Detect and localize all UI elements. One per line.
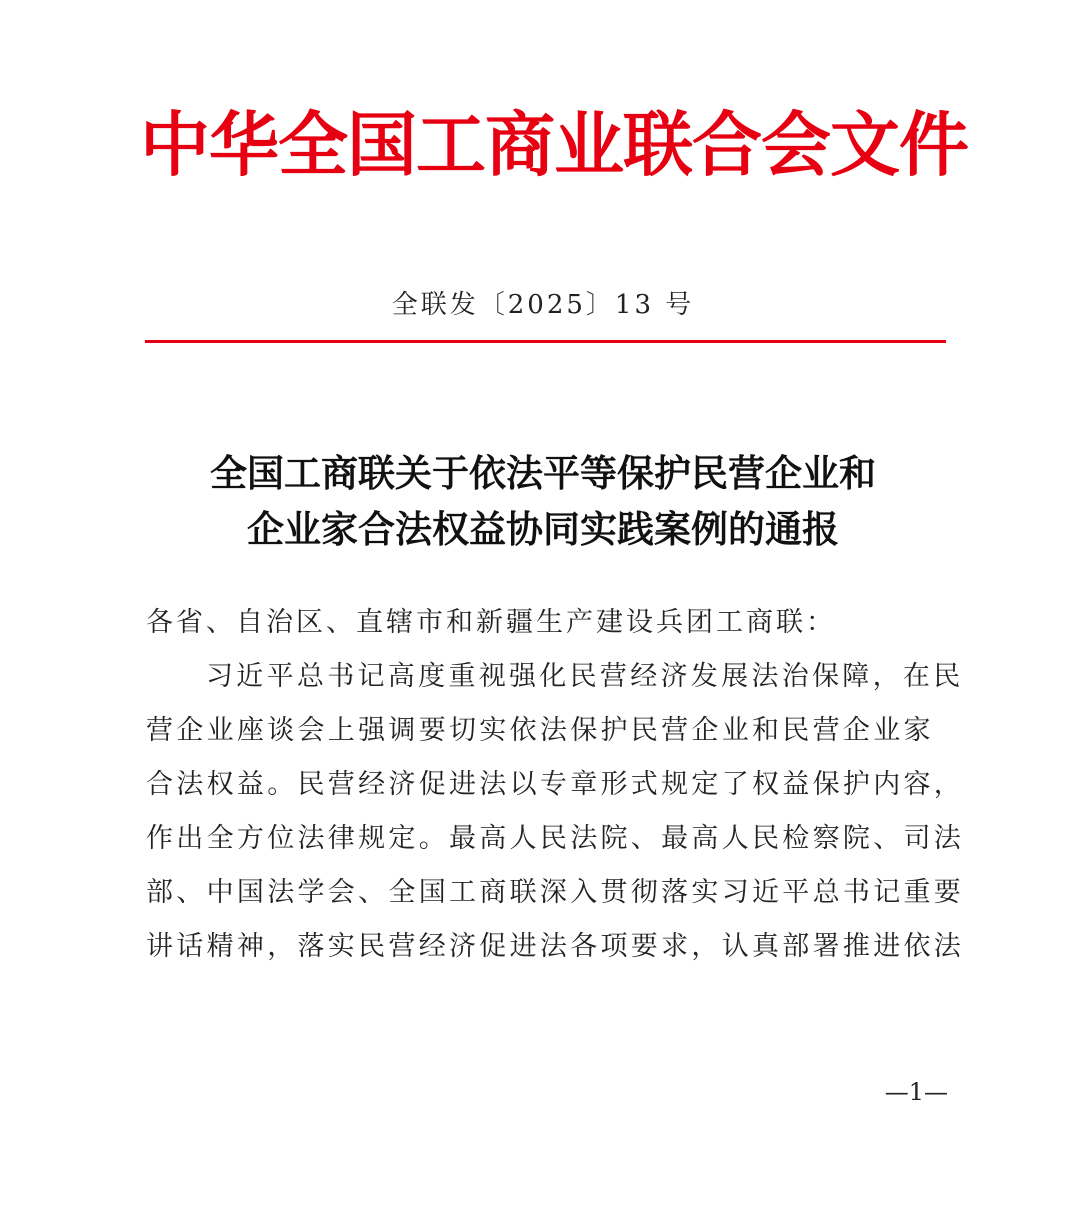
body-paragraph bbox=[146, 654, 965, 978]
title-line-1: 全国工商联关于依法平等保护民营企业和 bbox=[210, 451, 876, 495]
body-line: 讲话精神，落实民营经济促进法各项要求，认真部署推进依法 bbox=[146, 931, 965, 962]
body-line: 作出全方位法律规定。最高人民法院、最高人民检察院、司法 bbox=[146, 823, 965, 854]
body-line: 合法权益。民营经济促进法以专章形式规定了权益保护内容， bbox=[146, 769, 965, 800]
body-line: 部、中国法学会、全国工商联深入贯彻落实习近平总书记重要 bbox=[146, 877, 965, 908]
masthead-title: 中华全国工商业联合会文件 bbox=[140, 104, 968, 186]
red-separator-line bbox=[145, 340, 946, 343]
title-line-2: 企业家合法权益协同实践案例的通报 bbox=[247, 507, 839, 551]
page-number: —1— bbox=[884, 1078, 948, 1106]
body-line: 习近平总书记高度重视强化民营经济发展法治保障，在民 bbox=[206, 661, 964, 692]
salutation: 各省、自治区、直辖市和新疆生产建设兵团工商联： bbox=[146, 607, 836, 638]
document-number: 全联发〔2025〕13 号 bbox=[391, 290, 695, 320]
body-line: 营企业座谈会上强调要切实依法保护民营企业和民营企业家 bbox=[146, 715, 934, 746]
document-title bbox=[140, 445, 946, 557]
